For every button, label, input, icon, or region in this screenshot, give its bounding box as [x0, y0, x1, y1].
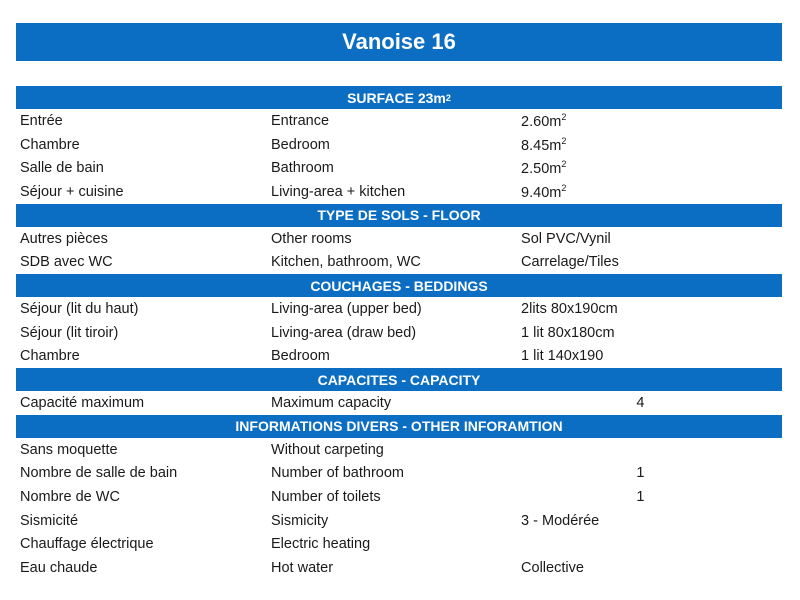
section-header-text: CAPACITES - CAPACITY: [317, 371, 481, 388]
value-superscript: 2: [561, 135, 567, 146]
english-label: Bedroom: [271, 348, 330, 365]
section-header: [16, 204, 782, 227]
english-label: Number of toilets: [271, 489, 381, 506]
section-header: [16, 274, 782, 297]
value-text: 1 lit 80x180cm: [521, 324, 615, 341]
french-label: Nombre de salle de bain: [20, 465, 178, 482]
table-row: [16, 485, 782, 509]
french-label: Chauffage électrique: [20, 536, 154, 553]
value-text: 2.50m: [521, 161, 562, 178]
count-cell: 1: [636, 489, 645, 506]
value-text: Sol PVC/Vynil: [521, 230, 611, 247]
value-text: 1 lit 140x190: [521, 348, 604, 365]
section-header-superscript: 2: [445, 92, 451, 103]
value-cell: [516, 301, 624, 317]
english-label: Number of bathroom: [271, 465, 404, 482]
french-label: Séjour + cuisine: [20, 183, 124, 200]
french-label: Chambre: [20, 348, 80, 365]
english-label: Sismicity: [271, 512, 329, 529]
value-superscript: 2: [561, 111, 567, 122]
value-text: Carrelage/Tiles: [521, 254, 619, 271]
value-cell: [516, 348, 624, 364]
table-row: [16, 556, 782, 580]
value-cell: [516, 183, 624, 201]
table-row: [16, 462, 782, 486]
table-row: [16, 109, 782, 133]
value-cell: [516, 254, 624, 270]
value-superscript: 2: [561, 159, 567, 170]
value-superscript: 2: [561, 182, 567, 193]
table-row: [16, 438, 782, 462]
value-text: Collective: [521, 560, 584, 577]
french-label: Entrée: [20, 112, 63, 129]
page-title: Vanoise 16: [342, 29, 456, 54]
english-label: Electric heating: [271, 536, 371, 553]
count-cell: 1: [636, 465, 645, 482]
english-label: Bedroom: [271, 136, 330, 153]
table-row: [16, 156, 782, 180]
section-header: [16, 368, 782, 391]
value-text: 2.60m: [521, 113, 562, 130]
french-label: SDB avec WC: [20, 254, 113, 271]
table-row: [16, 345, 782, 369]
table-row: [16, 297, 782, 321]
english-label: Living-area + kitchen: [271, 183, 406, 200]
table-row: [16, 227, 782, 251]
table-row: [16, 180, 782, 204]
french-label: Salle de bain: [20, 160, 104, 177]
english-label: Without carpeting: [271, 441, 384, 458]
table-row: [16, 321, 782, 345]
section-header: [16, 415, 782, 438]
table-row: [16, 250, 782, 274]
section-header: [16, 86, 782, 109]
value-cell: [516, 231, 624, 247]
value-text: 2lits 80x190cm: [521, 300, 618, 317]
count-cell: 4: [636, 395, 645, 412]
value-text: 8.45m: [521, 137, 562, 154]
english-label: Other rooms: [271, 230, 352, 247]
french-label: Séjour (lit du haut): [20, 300, 139, 317]
french-label: Eau chaude: [20, 560, 98, 577]
section-header-text: SURFACE 23m: [347, 89, 446, 106]
table-row: [16, 391, 782, 415]
english-label: Entrance: [271, 112, 330, 129]
value-cell: [516, 112, 624, 130]
value-cell: [516, 560, 624, 576]
section-header-text: INFORMATIONS DIVERS - OTHER INFORAMTION: [235, 418, 563, 435]
section-header-text: COUCHAGES - BEDDINGS: [310, 277, 488, 294]
table-row: [16, 509, 782, 533]
english-label: Bathroom: [271, 160, 334, 177]
table-row: [16, 533, 782, 557]
french-label: Nombre de WC: [20, 489, 120, 506]
english-label: Living-area (upper bed): [271, 300, 422, 317]
value-cell: [516, 136, 624, 154]
french-label: Autres pièces: [20, 230, 108, 247]
value-cell: [516, 159, 624, 177]
value-text: 3 - Modérée: [521, 512, 600, 529]
value-text: 9.40m: [521, 184, 562, 201]
page-title-bar: [16, 23, 782, 61]
property-sheet: [16, 86, 782, 580]
french-label: Sismicité: [20, 512, 79, 529]
english-label: Hot water: [271, 560, 334, 577]
value-cell: [516, 513, 624, 529]
french-label: Chambre: [20, 136, 80, 153]
value-cell: [516, 325, 624, 341]
english-label: Living-area (draw bed): [271, 324, 417, 341]
table-row: [16, 133, 782, 157]
section-header-text: TYPE DE SOLS - FLOOR: [317, 207, 481, 224]
english-label: Maximum capacity: [271, 395, 392, 412]
french-label: Séjour (lit tiroir): [20, 324, 119, 341]
english-label: Kitchen, bathroom, WC: [271, 254, 421, 271]
french-label: Sans moquette: [20, 441, 118, 458]
french-label: Capacité maximum: [20, 395, 145, 412]
